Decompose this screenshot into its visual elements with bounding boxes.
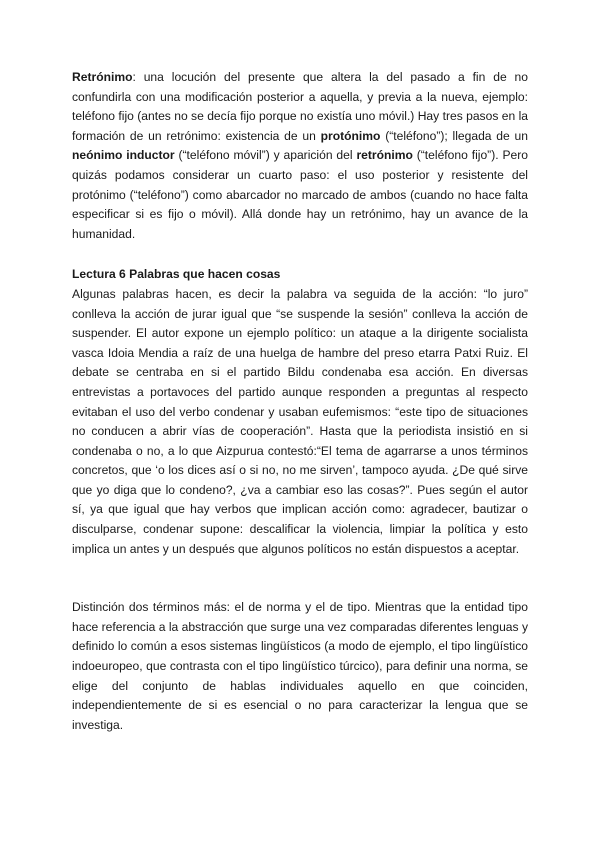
- text-segment: (“teléfono móvil”) y aparición del: [174, 148, 357, 163]
- text-segment: (“teléfono”); llegada de un: [380, 128, 528, 143]
- section-heading: Lectura 6 Palabras que hacen cosas: [72, 267, 281, 282]
- term-neonimo-inductor: neónimo inductor: [72, 148, 175, 163]
- term-retronimo: Retrónimo: [72, 70, 133, 84]
- term-protonimo: protónimo: [320, 128, 381, 143]
- term-retronimo-bold: retrónimo: [356, 148, 413, 163]
- text-segment: (“teléfono fijo”). Pero quizás podamos considerar un cuarto paso: el uso posterior y resistente del protónimo (“teléfono”) como abarcador no marcado de ambos (cuando no hace falta especificar si es fijo o móvil). Allá donde hay un retrónimo, hay un avance de la humanidad.: [72, 148, 528, 241]
- paragraph-norma-tipo: Distinción dos términos más: el de norma y el de tipo. Mientras que la entidad tipo hace referencia a la abstracción que surge una vez comparadas diferentes lenguas y definido lo común a esos sistemas lingüísticos (a modo de ejemplo, el tipo lingüístico indoeuropeo, que contrasta con el tipo lingüístico túrcico), para definir una norma, se elige del conjunto de hablas individuales aquello en que coinciden, independientemente de si es esencial o no para caracterizar la lengua que se investiga.: [72, 600, 528, 732]
- text-segment: : una locución del presente que altera la del pasado a fin de no confundirla con una modificación posterior a aquella, y previa a la nueva, ejemplo: teléfono fijo (antes no se decía fijo porque no existía uno móvil.) Hay tres pasos en la formación de un retrónimo: existencia de un: [72, 70, 528, 143]
- paragraph-palabras-que-hacen-cosas: Algunas palabras hacen, es decir la palabra va seguida de la acción: “lo juro” conlleva la acción de jurar igual que “se suspende la sesión” conlleva la acción de suspender. El autor expone un ejemplo político: un ataque a la dirigente socialista vasca Idoia Mendia a raíz de una huelga de hambre del preso etarra Patxi Ruiz. El debate se centraba en si el partido Bildu condenaba esa acción. En diversas entrevistas a portavoces del partido aunque responden a preguntas al respecto evitaban el uso del verbo condenar y usaban eufemismos: “este tipo de situaciones no conducen a abrir vías de cooperación”. Hasta que la periodista insistió en si condenaba o no, a lo que Aizpurua contestó:“El tema de agarrarse a unos términos concretos, que ‘o los dices así o si no, no me sirven’, tampoco ayuda. ¿De qué sirve que yo diga que lo condeno?, ¿va a cambiar eso las cosas?”. Pues según el autor sí, ya que igual que hay verbos que implican acción como: agradecer, bautizar o disculparse, condenar supone: descalificar la violencia, limpiar la política y esto implica un antes y un después que algunos políticos no están dispuestos a aceptar.: [72, 286, 528, 556]
- paragraph-retronimo: [72, 68, 528, 244]
